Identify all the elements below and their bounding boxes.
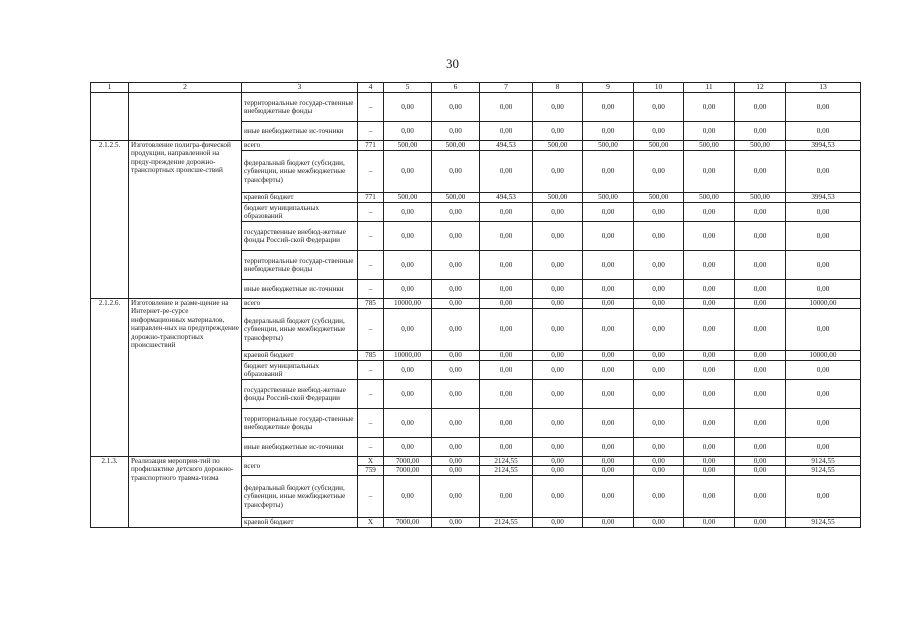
budget-code: – (358, 251, 384, 280)
value-cell: 0,00 (480, 475, 533, 517)
budget-code: – (358, 222, 384, 251)
budget-code: – (358, 93, 384, 122)
funding-source: территориальные государ-ственные внебюджетные фонды (242, 93, 358, 122)
funding-source: краевой бюджет (242, 351, 358, 361)
value-cell: 0,00 (684, 251, 735, 280)
value-cell: 0,00 (432, 280, 480, 299)
budget-code: X (358, 457, 384, 466)
budget-code: X (358, 517, 384, 527)
value-cell: 0,00 (432, 475, 480, 517)
value-cell: 0,00 (684, 203, 735, 222)
value-cell: 0,00 (583, 309, 634, 351)
value-cell: 0,00 (533, 151, 583, 193)
value-cell: 0,00 (735, 517, 786, 527)
column-header: 5 (384, 83, 432, 93)
value-cell: 500,00 (533, 141, 583, 151)
total-cell: 0,00 (786, 309, 861, 351)
value-cell: 0,00 (735, 151, 786, 193)
value-cell: 0,00 (533, 309, 583, 351)
funding-source: федеральный бюджет (субсидии, субвенции, иные межбюджетные трансферты) (242, 151, 358, 193)
value-cell: 0,00 (583, 251, 634, 280)
value-cell: 10000,00 (384, 351, 432, 361)
value-cell: 0,00 (583, 457, 634, 466)
value-cell: 0,00 (684, 517, 735, 527)
value-cell: 0,00 (735, 222, 786, 251)
value-cell: 2124,55 (480, 517, 533, 527)
value-cell: 0,00 (634, 475, 684, 517)
budget-code: 785 (358, 351, 384, 361)
value-cell: 0,00 (684, 457, 735, 466)
value-cell: 0,00 (634, 409, 684, 438)
value-cell: 0,00 (735, 203, 786, 222)
item-name: Изготовление полигра-фической продукции, направленной на преду-преждение дорожно-транспортных происше-ствий (129, 141, 242, 299)
value-cell: 500,00 (384, 193, 432, 203)
value-cell: 0,00 (634, 361, 684, 380)
value-cell: 0,00 (384, 475, 432, 517)
item-number: 2.1.2.6. (91, 299, 129, 457)
value-cell: 0,00 (684, 222, 735, 251)
value-cell: 0,00 (432, 251, 480, 280)
value-cell: 0,00 (735, 251, 786, 280)
value-cell: 0,00 (533, 380, 583, 409)
value-cell: 0,00 (634, 222, 684, 251)
value-cell: 0,00 (432, 380, 480, 409)
funding-source: бюджет муниципальных образований (242, 203, 358, 222)
value-cell: 0,00 (384, 203, 432, 222)
value-cell: 0,00 (735, 309, 786, 351)
value-cell: 0,00 (384, 438, 432, 457)
value-cell: 0,00 (735, 457, 786, 466)
value-cell: 494,53 (480, 193, 533, 203)
funding-source: иные внебюджетные ис-точники (242, 438, 358, 457)
value-cell: 500,00 (634, 141, 684, 151)
value-cell: 0,00 (480, 299, 533, 309)
value-cell: 0,00 (533, 466, 583, 475)
value-cell: 0,00 (634, 299, 684, 309)
budget-code: – (358, 280, 384, 299)
value-cell: 0,00 (480, 309, 533, 351)
value-cell: 0,00 (432, 361, 480, 380)
value-cell: 0,00 (583, 466, 634, 475)
value-cell: 0,00 (384, 122, 432, 141)
funding-source: территориальные государ-ственные внебюджетные фонды (242, 409, 358, 438)
value-cell: 0,00 (533, 409, 583, 438)
value-cell: 0,00 (432, 309, 480, 351)
value-cell: 500,00 (432, 141, 480, 151)
value-cell: 0,00 (480, 280, 533, 299)
value-cell: 0,00 (432, 151, 480, 193)
budget-code: 771 (358, 141, 384, 151)
value-cell: 0,00 (480, 361, 533, 380)
funding-source: всего (242, 141, 358, 151)
column-header: 8 (533, 83, 583, 93)
value-cell: 0,00 (480, 409, 533, 438)
column-header: 7 (480, 83, 533, 93)
column-header: 1 (91, 83, 129, 93)
column-header: 2 (129, 83, 242, 93)
item-number: 2.1.2.5. (91, 141, 129, 299)
value-cell: 0,00 (480, 251, 533, 280)
value-cell: 0,00 (735, 280, 786, 299)
value-cell: 0,00 (384, 222, 432, 251)
value-cell: 0,00 (533, 361, 583, 380)
value-cell: 0,00 (735, 475, 786, 517)
value-cell: 0,00 (480, 122, 533, 141)
value-cell: 0,00 (583, 151, 634, 193)
budget-code: – (358, 380, 384, 409)
value-cell: 0,00 (583, 222, 634, 251)
item-number (91, 93, 129, 141)
value-cell: 0,00 (533, 203, 583, 222)
value-cell: 0,00 (684, 151, 735, 193)
column-header: 9 (583, 83, 634, 93)
funding-source: федеральный бюджет (субсидии, субвенции, иные межбюджетные трансферты) (242, 475, 358, 517)
budget-code: – (358, 361, 384, 380)
value-cell: 0,00 (432, 299, 480, 309)
value-cell: 0,00 (533, 280, 583, 299)
value-cell: 0,00 (480, 93, 533, 122)
value-cell: 0,00 (684, 475, 735, 517)
value-cell: 0,00 (634, 438, 684, 457)
total-cell: 3994,53 (786, 141, 861, 151)
budget-code: – (358, 122, 384, 141)
value-cell: 0,00 (684, 351, 735, 361)
value-cell: 0,00 (583, 409, 634, 438)
value-cell: 0,00 (583, 280, 634, 299)
value-cell: 0,00 (533, 457, 583, 466)
total-cell: 10000,00 (786, 299, 861, 309)
value-cell: 0,00 (533, 122, 583, 141)
funding-source: иные внебюджетные ис-точники (242, 122, 358, 141)
value-cell: 0,00 (384, 309, 432, 351)
value-cell: 0,00 (533, 251, 583, 280)
value-cell: 0,00 (432, 351, 480, 361)
value-cell: 0,00 (384, 361, 432, 380)
value-cell: 2124,55 (480, 457, 533, 466)
column-header: 4 (358, 83, 384, 93)
value-cell: 0,00 (432, 203, 480, 222)
value-cell: 500,00 (735, 141, 786, 151)
value-cell: 0,00 (634, 203, 684, 222)
table-row (91, 93, 861, 122)
funding-source: федеральный бюджет (субсидии, субвенции, иные межбюджетные трансферты) (242, 309, 358, 351)
value-cell: 0,00 (735, 466, 786, 475)
value-cell: 0,00 (735, 299, 786, 309)
table-row (91, 141, 861, 151)
header-row (91, 83, 861, 93)
value-cell: 0,00 (735, 122, 786, 141)
value-cell: 0,00 (432, 222, 480, 251)
total-cell: 0,00 (786, 222, 861, 251)
value-cell: 0,00 (684, 93, 735, 122)
value-cell: 500,00 (634, 193, 684, 203)
value-cell: 0,00 (533, 475, 583, 517)
value-cell: 0,00 (735, 380, 786, 409)
funding-source: краевой бюджет (242, 517, 358, 527)
value-cell: 0,00 (735, 409, 786, 438)
value-cell: 0,00 (634, 457, 684, 466)
value-cell: 0,00 (480, 203, 533, 222)
value-cell: 0,00 (684, 309, 735, 351)
value-cell: 0,00 (634, 380, 684, 409)
value-cell: 0,00 (634, 151, 684, 193)
value-cell: 0,00 (583, 93, 634, 122)
value-cell: 0,00 (432, 457, 480, 466)
funding-source: государственные внебюд-жетные фонды Россий-ской Федерации (242, 380, 358, 409)
page-number: 30 (446, 56, 459, 71)
funding-source: государственные внебюд-жетные фонды Россий-ской Федерации (242, 222, 358, 251)
total-cell: 9124,55 (786, 457, 861, 466)
value-cell: 0,00 (384, 280, 432, 299)
value-cell: 0,00 (384, 251, 432, 280)
value-cell: 500,00 (583, 141, 634, 151)
value-cell: 0,00 (533, 517, 583, 527)
total-cell: 0,00 (786, 438, 861, 457)
value-cell: 0,00 (583, 351, 634, 361)
value-cell: 0,00 (583, 299, 634, 309)
value-cell: 0,00 (533, 93, 583, 122)
value-cell: 0,00 (432, 438, 480, 457)
value-cell: 0,00 (583, 517, 634, 527)
value-cell: 0,00 (684, 361, 735, 380)
value-cell: 0,00 (684, 409, 735, 438)
column-header: 3 (242, 83, 358, 93)
item-name (129, 93, 242, 141)
column-header: 6 (432, 83, 480, 93)
value-cell: 0,00 (684, 280, 735, 299)
value-cell: 0,00 (684, 438, 735, 457)
value-cell: 0,00 (384, 380, 432, 409)
value-cell: 0,00 (634, 251, 684, 280)
value-cell: 0,00 (735, 438, 786, 457)
value-cell: 0,00 (583, 203, 634, 222)
column-header: 11 (684, 83, 735, 93)
value-cell: 2124,55 (480, 466, 533, 475)
value-cell: 500,00 (735, 193, 786, 203)
value-cell: 0,00 (684, 299, 735, 309)
total-cell: 0,00 (786, 93, 861, 122)
funding-source: территориальные государ-ственные внебюджетные фонды (242, 251, 358, 280)
budget-code: – (358, 309, 384, 351)
value-cell: 7000,00 (384, 466, 432, 475)
total-cell: 0,00 (786, 475, 861, 517)
value-cell: 500,00 (384, 141, 432, 151)
value-cell: 500,00 (533, 193, 583, 203)
total-cell: 0,00 (786, 361, 861, 380)
value-cell: 0,00 (634, 351, 684, 361)
value-cell: 0,00 (735, 351, 786, 361)
column-header: 12 (735, 83, 786, 93)
funding-source: всего (242, 457, 358, 476)
value-cell: 0,00 (533, 351, 583, 361)
value-cell: 494,53 (480, 141, 533, 151)
value-cell: 0,00 (684, 466, 735, 475)
total-cell: 10000,00 (786, 351, 861, 361)
value-cell: 0,00 (533, 222, 583, 251)
value-cell: 500,00 (432, 193, 480, 203)
column-header: 13 (786, 83, 861, 93)
budget-code: 759 (358, 466, 384, 475)
total-cell: 0,00 (786, 203, 861, 222)
funding-source: всего (242, 299, 358, 309)
table-row (91, 457, 861, 466)
value-cell: 0,00 (432, 466, 480, 475)
value-cell: 0,00 (634, 122, 684, 141)
total-cell: 0,00 (786, 409, 861, 438)
value-cell: 0,00 (533, 438, 583, 457)
item-name: Изготовление и разме-щение на Интернет-ре-сурсе информационных материалов, направлен-ных на предупреждение дорожно-транспортных происшествий (129, 299, 242, 457)
value-cell: 0,00 (583, 122, 634, 141)
budget-code: 785 (358, 299, 384, 309)
value-cell: 500,00 (583, 193, 634, 203)
value-cell: 500,00 (684, 193, 735, 203)
value-cell: 0,00 (480, 351, 533, 361)
budget-code: 771 (358, 193, 384, 203)
value-cell: 0,00 (684, 122, 735, 141)
value-cell: 0,00 (583, 380, 634, 409)
total-cell: 3994,53 (786, 193, 861, 203)
value-cell: 0,00 (480, 438, 533, 457)
value-cell: 7000,00 (384, 457, 432, 466)
value-cell: 0,00 (480, 151, 533, 193)
value-cell: 0,00 (583, 475, 634, 517)
value-cell: 0,00 (634, 517, 684, 527)
table-row (91, 299, 861, 309)
value-cell: 0,00 (384, 409, 432, 438)
value-cell: 0,00 (480, 222, 533, 251)
value-cell: 0,00 (735, 361, 786, 380)
value-cell: 0,00 (634, 466, 684, 475)
value-cell: 0,00 (432, 517, 480, 527)
value-cell: 0,00 (634, 280, 684, 299)
total-cell: 9124,55 (786, 517, 861, 527)
value-cell: 0,00 (384, 151, 432, 193)
budget-table (90, 82, 861, 528)
value-cell: 0,00 (384, 93, 432, 122)
value-cell: 0,00 (634, 309, 684, 351)
budget-code: – (358, 409, 384, 438)
funding-source: иные внебюджетные ис-точники (242, 280, 358, 299)
item-number: 2.1.3. (91, 457, 129, 528)
value-cell: 0,00 (480, 380, 533, 409)
value-cell: 500,00 (684, 141, 735, 151)
total-cell: 0,00 (786, 151, 861, 193)
total-cell: 0,00 (786, 122, 861, 141)
value-cell: 7000,00 (384, 517, 432, 527)
value-cell: 10000,00 (384, 299, 432, 309)
item-name: Реализация мероприя-тий по профилактике детского дорожно-транспортного травма-тизма (129, 457, 242, 528)
value-cell: 0,00 (684, 380, 735, 409)
total-cell: 0,00 (786, 251, 861, 280)
value-cell: 0,00 (735, 93, 786, 122)
budget-code: – (358, 151, 384, 193)
total-cell: 9124,55 (786, 466, 861, 475)
value-cell: 0,00 (432, 122, 480, 141)
budget-code: – (358, 203, 384, 222)
budget-code: – (358, 438, 384, 457)
total-cell: 0,00 (786, 280, 861, 299)
value-cell: 0,00 (432, 409, 480, 438)
value-cell: 0,00 (432, 93, 480, 122)
column-header: 10 (634, 83, 684, 93)
value-cell: 0,00 (634, 93, 684, 122)
value-cell: 0,00 (583, 438, 634, 457)
funding-source: бюджет муниципальных образований (242, 361, 358, 380)
value-cell: 0,00 (533, 299, 583, 309)
budget-code: – (358, 475, 384, 517)
total-cell: 0,00 (786, 380, 861, 409)
funding-source: краевой бюджет (242, 193, 358, 203)
value-cell: 0,00 (583, 361, 634, 380)
